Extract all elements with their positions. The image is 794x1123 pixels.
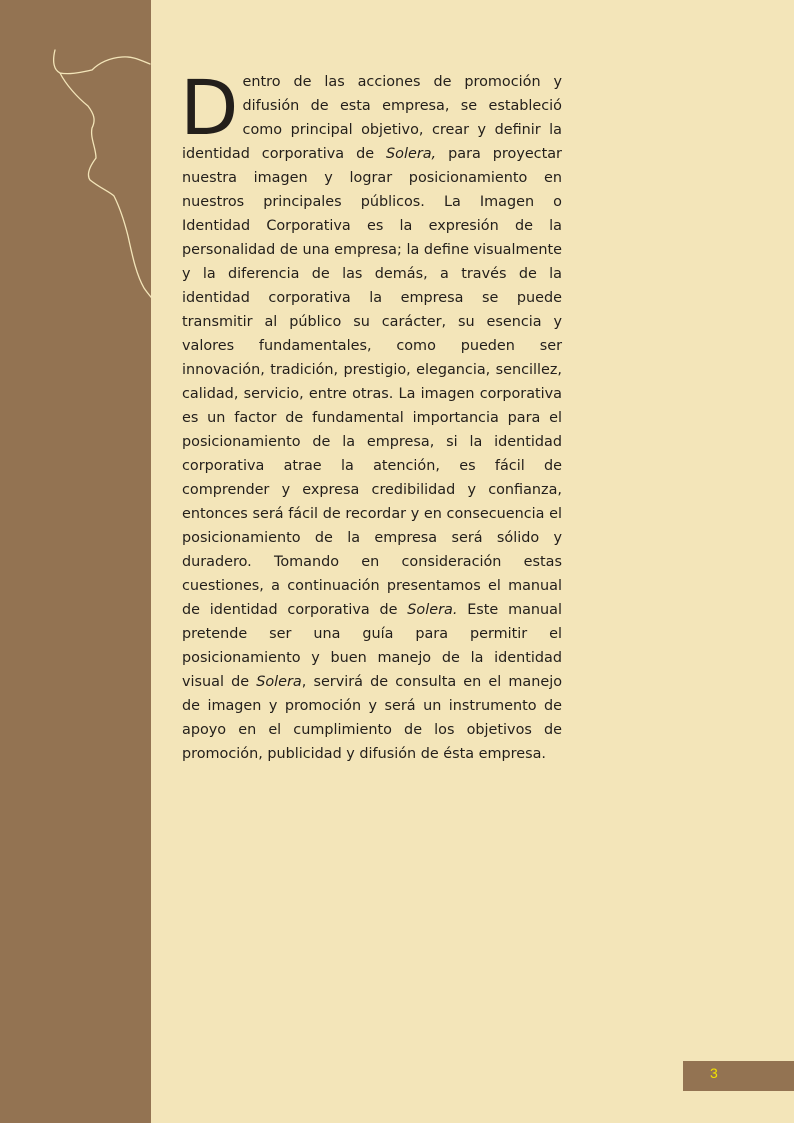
page-number: 3 — [710, 1065, 718, 1081]
brand-name: Solera. — [407, 602, 458, 618]
body-paragraph — [180, 63, 562, 766]
brand-name: Solera — [256, 674, 302, 690]
text-run: entro de las acciones de promoción y difusión de esta empresa, se estableció como principal objetivo, crear y definir la identidad corporativa de — [182, 74, 562, 162]
bull-outline-icon — [40, 40, 155, 310]
body-text-column — [180, 63, 562, 766]
drop-cap: D — [180, 63, 239, 152]
text-run: , servirá de consulta en el manejo de imagen y promoción y será un instrumento de apoyo en el cumplimiento de los objetivos de promoción, publicidad y difusión de ésta empresa. — [182, 674, 562, 762]
brand-name: Solera, — [386, 146, 437, 162]
text-run: Este manual pretende ser una guía para permitir el posicionamiento y buen manejo de la identidad visual de — [182, 602, 562, 690]
page-number-tab — [683, 1061, 794, 1091]
text-run: para proyectar nuestra imagen y lograr posicionamiento en nuestros principales públicos. La Imagen o Identidad Corporativa es la expresión de la personalidad de una empresa; la define visualmente y la diferencia de las demás, a través de la identidad corporativa la empresa se puede transmitir al público su carácter, su esencia y valores fundamentales, como pueden ser innovación, tradición, prestigio, elegancia, sencillez, calidad, servicio, entre otras. La imagen corporativa es un factor de fundamental importancia para el posicionamiento de la empresa, si la identidad corporativa atrae la atención, es fácil de comprender y expresa credibilidad y confianza, entonces será fácil de recordar y en consecuencia el posicionamiento de la empresa será sólido y duradero. Tomando en consideración estas cuestiones, a continuación presentamos el manual de identidad corporativa de — [182, 146, 562, 618]
